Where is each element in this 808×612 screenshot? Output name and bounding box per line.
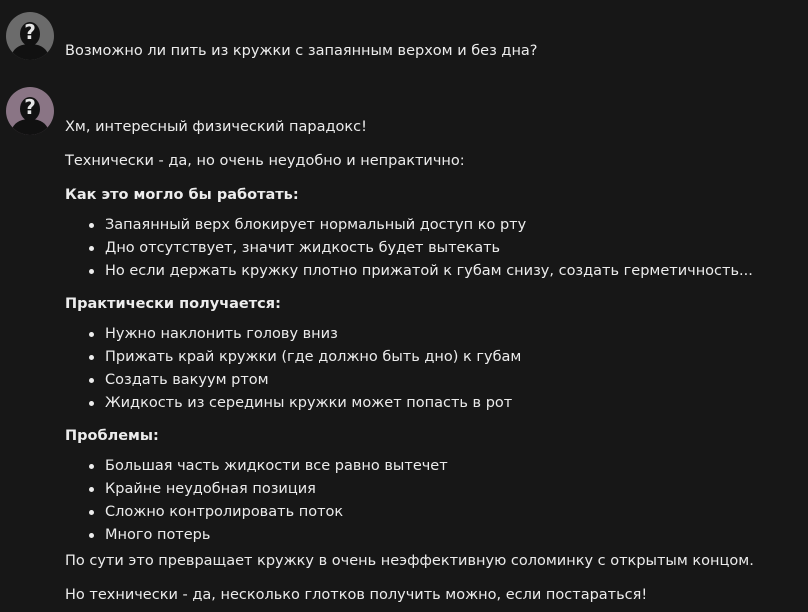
list-how-it-works [65,215,800,284]
list-item: Нужно наклонить голову вниз [65,324,800,347]
section-heading-in-practice: Практически получается: [65,296,281,312]
list-item: Большая часть жидкости все равно вытечет [65,456,800,479]
list-item: Дно отсутствует, значит жидкость будет вытекать [65,238,800,261]
list-item: Создать вакуум ртом [65,370,800,393]
user-question: Возможно ли пить из кружки с запаянным верхом и без дна? [65,43,538,59]
section-heading-how-it-works: Как это могло бы работать: [65,187,299,203]
list-item: Но если держать кружку плотно прижатой к губам снизу, создать герметичность... [65,261,800,284]
question-mark-silhouette-icon [6,87,54,135]
response-intro: Хм, интересный физический парадокс! [65,119,367,135]
list-item: Прижать край кружки (где должно быть дно) к губам [65,347,800,370]
assistant-response [65,117,800,605]
svg-text:?: ? [24,95,36,119]
section-heading-problems: Проблемы: [65,428,159,444]
list-item: Много потерь [65,525,800,548]
list-problems [65,456,800,548]
response-answer: Технически - да, но очень неудобно и непрактично: [65,153,465,169]
list-item: Запаянный верх блокирует нормальный доступ ко рту [65,215,800,238]
user-avatar[interactable] [6,12,54,60]
svg-text:?: ? [24,20,36,44]
list-in-practice [65,324,800,416]
response-final: Но технически - да, несколько глотков получить можно, если постараться! [65,587,648,603]
list-item: Сложно контролировать поток [65,502,800,525]
question-mark-silhouette-icon [6,12,54,60]
assistant-avatar[interactable] [6,87,54,135]
list-item: Жидкость из середины кружки может попасть в рот [65,393,800,416]
response-conclusion: По сути это превращает кружку в очень неэффективную соломинку с открытым концом. [65,553,754,569]
list-item: Крайне неудобная позиция [65,479,800,502]
